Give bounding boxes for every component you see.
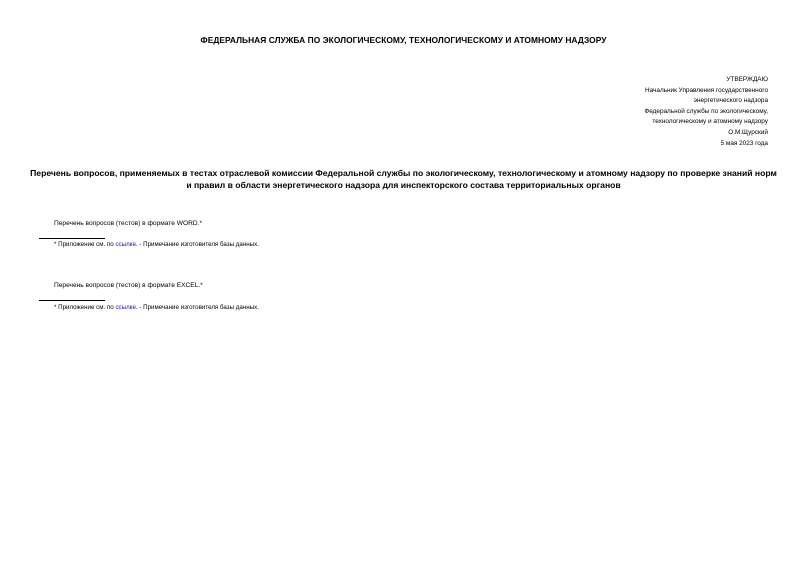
entry-word: Перечень вопросов (тестов) в формате WORD.* <box>54 220 203 227</box>
footnote-divider <box>39 238 105 239</box>
footnote-suffix: . - Примечание изготовителя базы данных. <box>135 304 259 311</box>
document-title: Перечень вопросов, применяемых в тестах отраслевой комиссии Федеральной службы по экологическому, технологическому и атомному надзору по проверке знаний норм и правил в области энергетического надзора для инспекторского состава территориальных органов <box>30 168 777 190</box>
footnote-excel <box>54 304 259 311</box>
entry-excel: Перечень вопросов (тестов) в формате EXCEL.* <box>54 282 203 289</box>
footnote-link-excel[interactable]: ссылке <box>115 304 136 311</box>
approver-position-line-3: Федеральной службы по экологическому, <box>644 107 768 115</box>
approver-position-line-2: энергетического надзора <box>693 97 768 105</box>
footnote-prefix: * Приложение см. по <box>54 241 116 248</box>
footnote-prefix: * Приложение см. по <box>54 304 116 311</box>
approver-name: О.М.Щурский <box>728 128 768 136</box>
approval-block <box>644 75 768 149</box>
approval-date: 5 мая 2023 года <box>720 139 768 147</box>
footnote-word <box>54 241 259 248</box>
agency-header: ФЕДЕРАЛЬНАЯ СЛУЖБА ПО ЭКОЛОГИЧЕСКОМУ, ТЕХНОЛОГИЧЕСКОМУ И АТОМНОМУ НАДЗОРУ <box>200 35 607 45</box>
footnote-suffix: . - Примечание изготовителя базы данных. <box>135 241 259 248</box>
approver-position-line-1: Начальник Управления государственного <box>645 86 768 94</box>
footnote-divider <box>39 300 105 301</box>
footnote-link-word[interactable]: ссылке <box>115 241 136 248</box>
approval-stamp: УТВЕРЖДАЮ <box>726 76 768 83</box>
approver-position-line-4: технологическому и атомному надзору <box>652 118 768 126</box>
